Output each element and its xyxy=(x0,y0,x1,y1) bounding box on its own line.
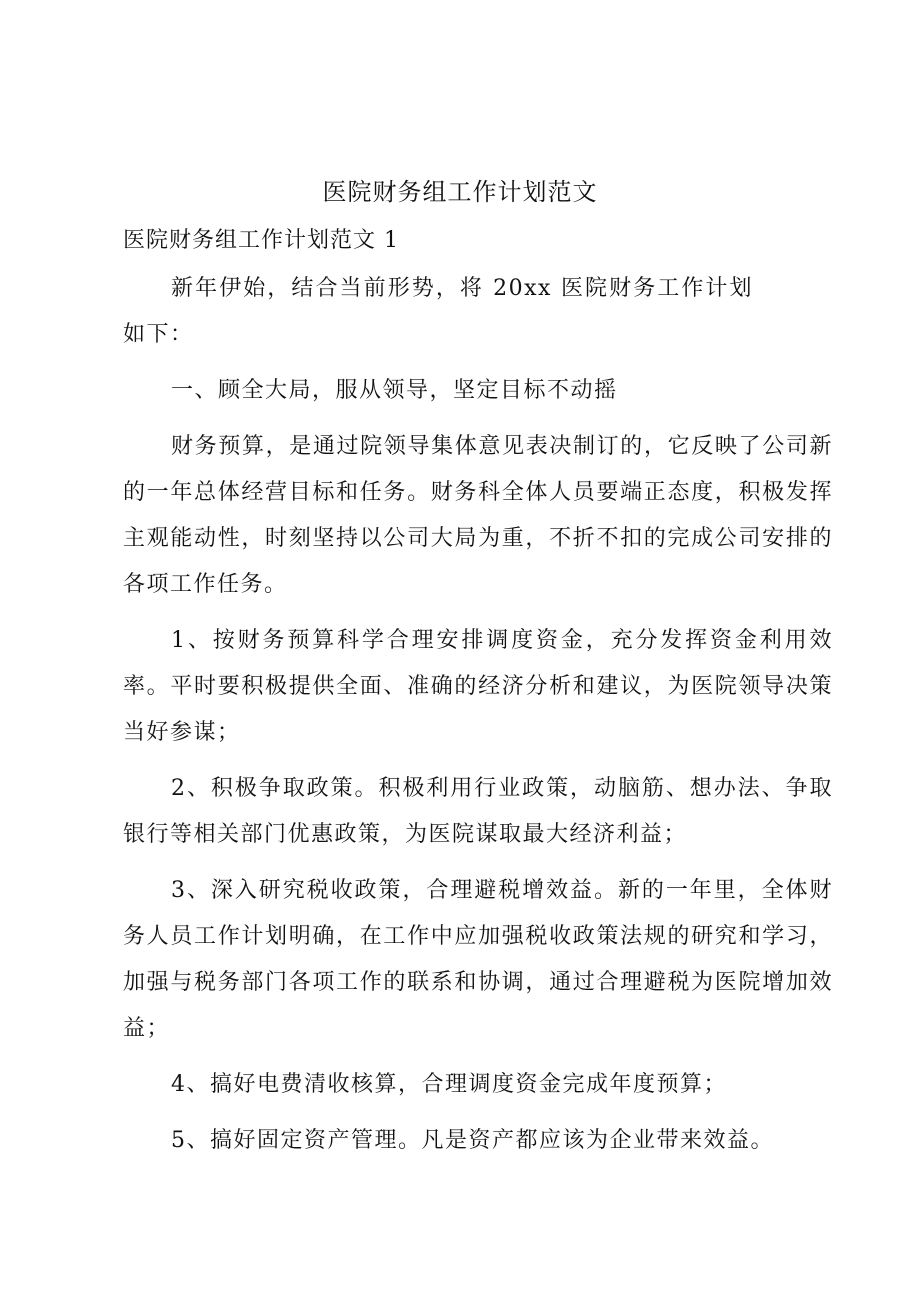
list-item-4: 4、搞好电费清收核算，合理调度资金完成年度预算； xyxy=(171,1072,727,1097)
paragraph-budget: 财务预算，是通过院领导集体意见表决制订的，它反映了公司新的一年总体经营目标和任务。财务科全体人员要端正态度，积极发挥主观能动性，时刻坚持以公司大局为重，不折不扣的完成公司安排的各项工作任务。 xyxy=(123,434,833,597)
document-body xyxy=(123,266,833,1174)
paragraph-intro: 新年伊始，结合当前形势，将 20xx 医院财务工作计划如下： xyxy=(123,276,753,347)
list-item-3: 3、深入研究税收政策，合理避税增效益。新的一年里，全体财务人员工作计划明确，在工作中应加强税收政策法规的研究和学习，加强与税务部门各项工作的联系和协调，通过合理避税为医院增加效益； xyxy=(123,878,833,1041)
section-heading-1: 一、顾全大局，服从领导，坚定目标不动摇 xyxy=(171,378,618,403)
list-item-5: 5、搞好固定资产管理。凡是资产都应该为企业带来效益。 xyxy=(171,1128,774,1153)
list-item-2: 2、积极争取政策。积极利用行业政策，动脑筋、想办法、争取银行等相关部门优惠政策，为医院谋取最大经济利益； xyxy=(123,776,833,847)
document-title: 医院财务组工作计划范文 xyxy=(322,178,598,206)
list-item-1: 1、按财务预算科学合理安排调度资金，充分发挥资金利用效率。平时要积极提供全面、准确的经济分析和建议，为医院领导决策当好参谋； xyxy=(123,628,833,745)
document-subtitle: 医院财务组工作计划范文 1 xyxy=(123,228,399,253)
